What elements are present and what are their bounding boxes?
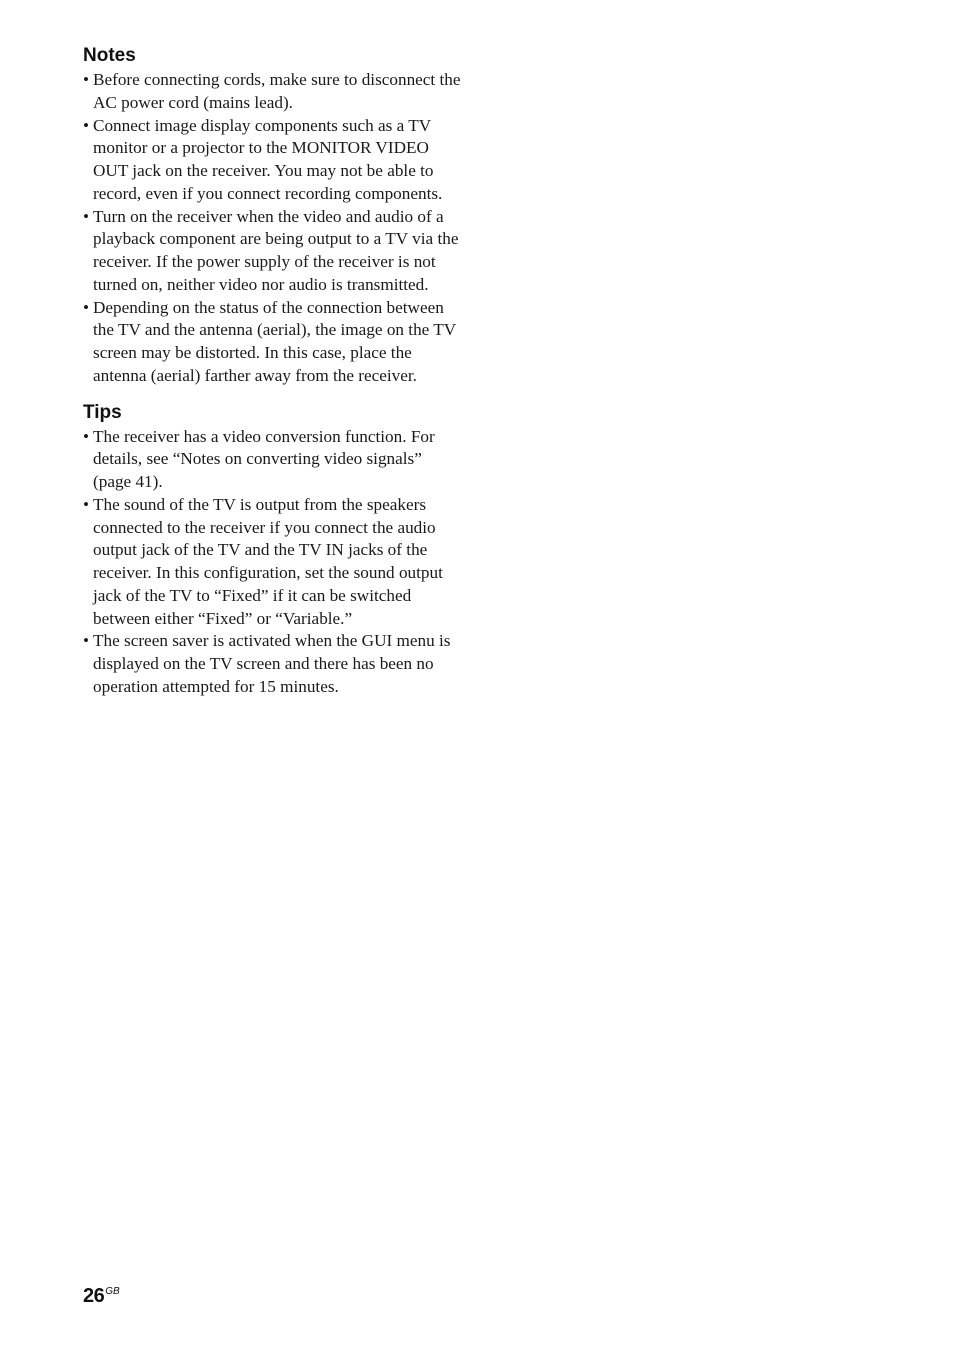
notes-heading: Notes xyxy=(83,45,136,66)
notes-item-text: Connect image display components such as a TV monitor or a projector to the MONITOR VIDEO OUT jack on the receiver. You may not be able to record, even if you connect recording components. xyxy=(93,115,443,203)
bullet-icon: • xyxy=(83,70,90,89)
notes-item xyxy=(83,69,463,115)
notes-item xyxy=(83,206,463,297)
tips-item-text: The screen saver is activated when the GUI menu is displayed on the TV screen and there has been no operation attempted for 15 minutes. xyxy=(93,631,451,696)
notes-item xyxy=(83,297,463,388)
tips-item xyxy=(83,426,463,494)
notes-item-text: Turn on the receiver when the video and audio of a playback component are being output to a TV via the receiver. If the power supply of the receiver is not turned on, neither video nor audio is transmitted. xyxy=(93,206,459,294)
tips-heading: Tips xyxy=(83,401,122,423)
notes-item-text: Before connecting cords, make sure to disconnect the AC power cord (mains lead). xyxy=(93,70,461,112)
bullet-icon: • xyxy=(83,115,90,135)
notes-list xyxy=(83,69,463,388)
bullet-icon: • xyxy=(83,426,90,446)
page-number xyxy=(83,1279,120,1309)
tips-item xyxy=(83,494,463,631)
bullet-icon: • xyxy=(83,631,90,651)
tips-item-text: The receiver has a video conversion function. For details, see “Notes on converting video signals” (page 41). xyxy=(93,426,435,491)
page-number-value: 26 xyxy=(83,1285,105,1307)
notes-item-text: Depending on the status of the connection between the TV and the antenna (aerial), the image on the TV screen may be distorted. In this case, place the antenna (aerial) farther away from the receiver. xyxy=(93,297,456,385)
main-column xyxy=(83,44,463,699)
bullet-icon: • xyxy=(83,206,90,226)
bullet-icon: • xyxy=(83,494,90,514)
tips-item xyxy=(83,630,463,698)
bullet-icon: • xyxy=(83,297,90,317)
page-number-suffix: GB xyxy=(105,1286,120,1297)
notes-item xyxy=(83,115,463,206)
tips-item-text: The sound of the TV is output from the speakers connected to the receiver if you connect the audio output jack of the TV and the TV IN jacks of the receiver. In this configuration, set the sound output jack of the TV to “Fixed” if it can be switched between either “Fixed” or “Variable.” xyxy=(93,494,443,628)
tips-list xyxy=(83,426,463,699)
